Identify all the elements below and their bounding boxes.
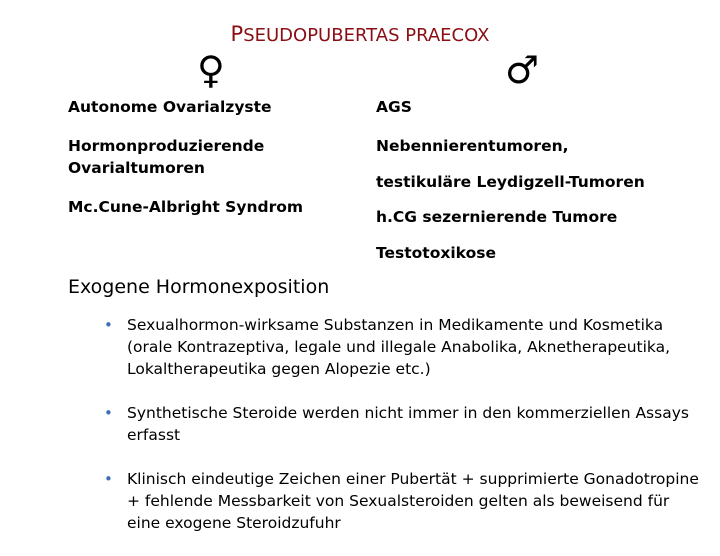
exogenous-heading: Exogene Hormonexposition: [68, 276, 330, 298]
bullet-item: [104, 314, 704, 380]
bullet-text-clinical-signs: Klinisch eindeutige Zeichen einer Pubertät + supprimierte Gonadotropine + fehlende Messbarkeit von Sexualsteroiden gelten als beweisend für eine exogene Steroidzufuhr: [127, 470, 699, 532]
slide-title: [0, 22, 720, 46]
bullet-text-synthetic-steroids: Synthetische Steroide werden nicht immer in den kommerziellen Assays erfasst: [127, 404, 689, 444]
female-item-ovarian-tumors: Ovarialtumoren: [68, 159, 205, 177]
bullet-icon: •: [104, 316, 113, 334]
bullet-icon: •: [104, 404, 113, 422]
male-item-hcg-tumors: h.CG sezernierende Tumore: [376, 208, 618, 226]
bullet-item: [104, 468, 704, 534]
title-rest: SEUDOPUBERTAS PRAECOX: [243, 25, 490, 46]
bullet-icon: •: [104, 470, 113, 488]
bullet-item: [104, 402, 704, 446]
male-symbol-icon: ♂: [505, 48, 540, 92]
male-item-ags: AGS: [376, 98, 412, 116]
female-symbol-icon: ♀: [197, 48, 225, 92]
bullet-text-substances: Sexualhormon-wirksame Substanzen in Medikamente und Kosmetika (orale Kontrazeptiva, legale und illegale Anabolika, Aknetherapeutika, Lokaltherapeutika gegen Alopezie etc.): [127, 316, 671, 378]
female-item-hormone-producing: Hormonproduzierende: [68, 137, 265, 155]
female-item-mccune-albright: Mc.Cune-Albright Syndrom: [68, 198, 304, 216]
male-item-adrenal-tumors: Nebennierentumoren,: [376, 137, 569, 155]
male-item-testotoxicosis: Testotoxikose: [376, 244, 496, 262]
female-item-ovarian-cyst: Autonome Ovarialzyste: [68, 98, 272, 116]
exogenous-bullet-list: [104, 314, 704, 556]
male-item-leydig-tumors: testikuläre Leydigzell-Tumoren: [376, 173, 645, 191]
title-initial: P: [230, 22, 244, 46]
